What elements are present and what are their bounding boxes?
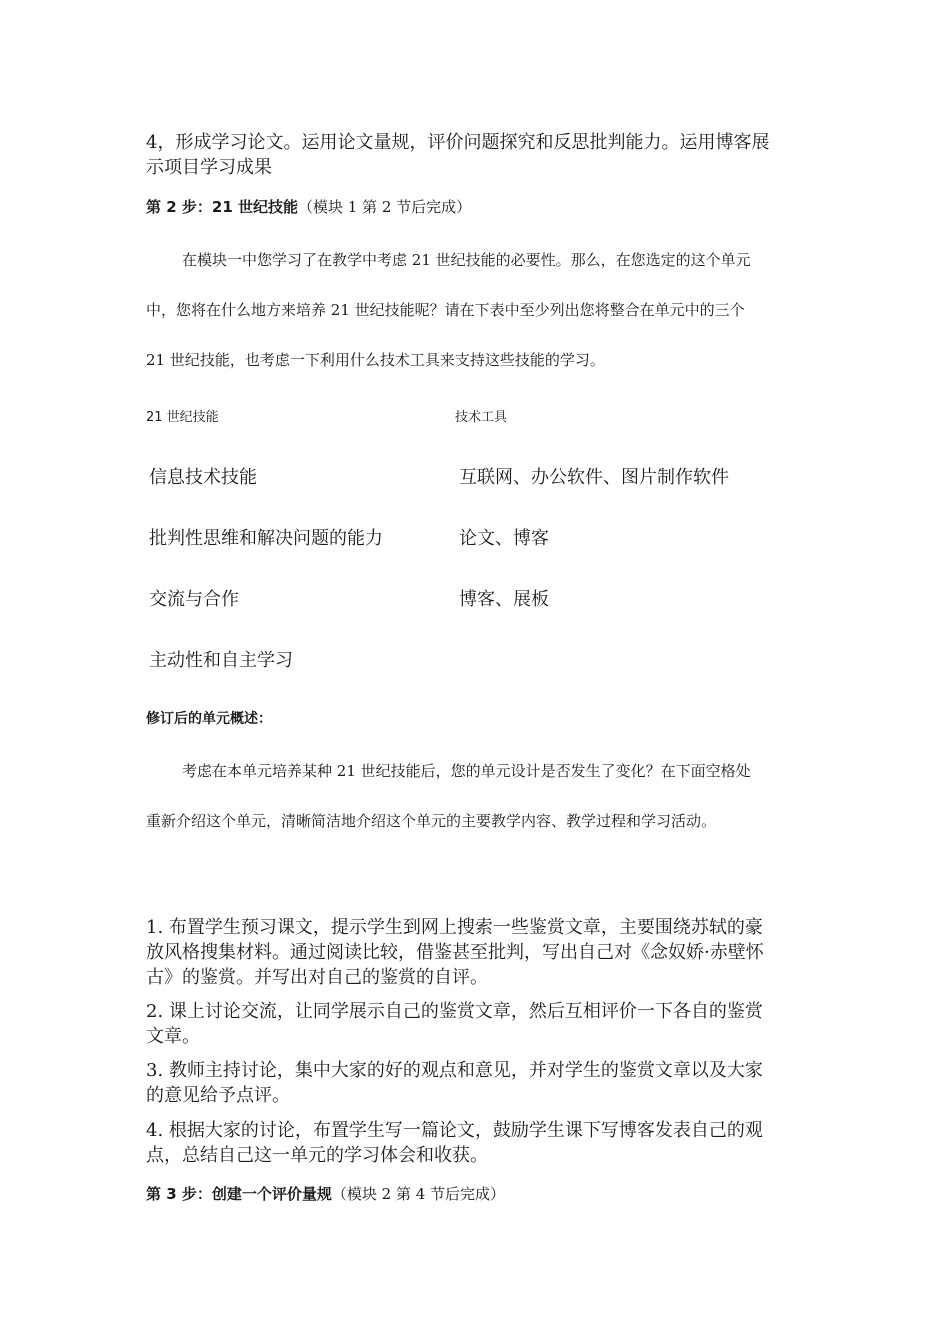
activity-4-line-2: 点，总结自己这一单元的学习体会和收获。 — [146, 1145, 488, 1166]
activity-2-line-1: 2. 课上讨论交流，让同学展示自己的鉴赏文章，然后互相评价一下各自的鉴赏 — [146, 1001, 763, 1022]
revised-para-line-2: 重新介绍这个单元，清晰简洁地介绍这个单元的主要教学内容、教学过程和学习活动。 — [146, 812, 717, 830]
activity-3-line-2: 的意见给予点评。 — [146, 1085, 290, 1106]
activity-1-line-2: 放风格搜集材料。通过阅读比较，借鉴甚至批判，写出自己对《念奴娇·赤壁怀 — [146, 942, 764, 963]
step2-note: （模块 1 第 2 节后完成） — [297, 198, 472, 216]
table-cell-skill: 信息技术技能 — [149, 467, 257, 488]
step2-heading — [146, 196, 471, 219]
activity-4-line-1: 4. 根据大家的讨论，布置学生写一篇论文，鼓励学生课下写博客发表自己的观 — [146, 1120, 763, 1141]
revised-para-line-1: 考虑在本单元培养某种 21 世纪技能后，您的单元设计是否发生了变化？在下面空格处 — [182, 762, 751, 780]
step2-label: 第 2 步：21 世纪技能 — [146, 198, 298, 216]
intro-item-line-2: 示项目学习成果 — [146, 157, 272, 178]
table-cell-tool: 论文、博客 — [459, 528, 549, 549]
activity-2-line-2: 文章。 — [146, 1026, 200, 1047]
activity-1-line-1: 1. 布置学生预习课文，提示学生到网上搜索一些鉴赏文章，主要围绕苏轼的豪 — [146, 917, 763, 938]
table-cell-skill: 主动性和自主学习 — [149, 650, 293, 671]
table-header-tools: 技术工具 — [455, 410, 508, 425]
activity-3-line-1: 3. 教师主持讨论，集中大家的好的观点和意见，并对学生的鉴赏文章以及大家 — [146, 1060, 763, 1081]
step3-label: 第 3 步：创建一个评价量规 — [146, 1185, 332, 1203]
step3-heading — [146, 1183, 505, 1206]
table-cell-tool: 博客、展板 — [459, 589, 549, 610]
step2-para-line-1: 在模块一中您学习了在教学中考虑 21 世纪技能的必要性。那么，在您选定的这个单元 — [182, 251, 751, 269]
revised-heading: 修订后的单元概述： — [146, 711, 272, 727]
activity-1-line-3: 古》的鉴赏。并写出对自己的鉴赏的自评。 — [146, 967, 488, 988]
step2-para-line-2: 中，您将在什么地方来培养 21 世纪技能呢？请在下表中至少列出您将整合在单元中的三个 — [146, 301, 745, 319]
step3-note: （模块 2 第 4 节后完成） — [331, 1185, 506, 1203]
table-cell-skill: 批判性思维和解决问题的能力 — [149, 528, 383, 549]
table-cell-skill: 交流与合作 — [149, 589, 239, 610]
table-header-skills: 21 世纪技能 — [146, 410, 219, 425]
table-cell-tool: 互联网、办公软件、图片制作软件 — [459, 467, 729, 488]
step2-para-line-3: 21 世纪技能，也考虑一下利用什么技术工具来支持这些技能的学习。 — [146, 351, 605, 369]
intro-item-line-1: 4，形成学习论文。运用论文量规，评价问题探究和反思批判能力。运用博客展 — [146, 132, 770, 153]
